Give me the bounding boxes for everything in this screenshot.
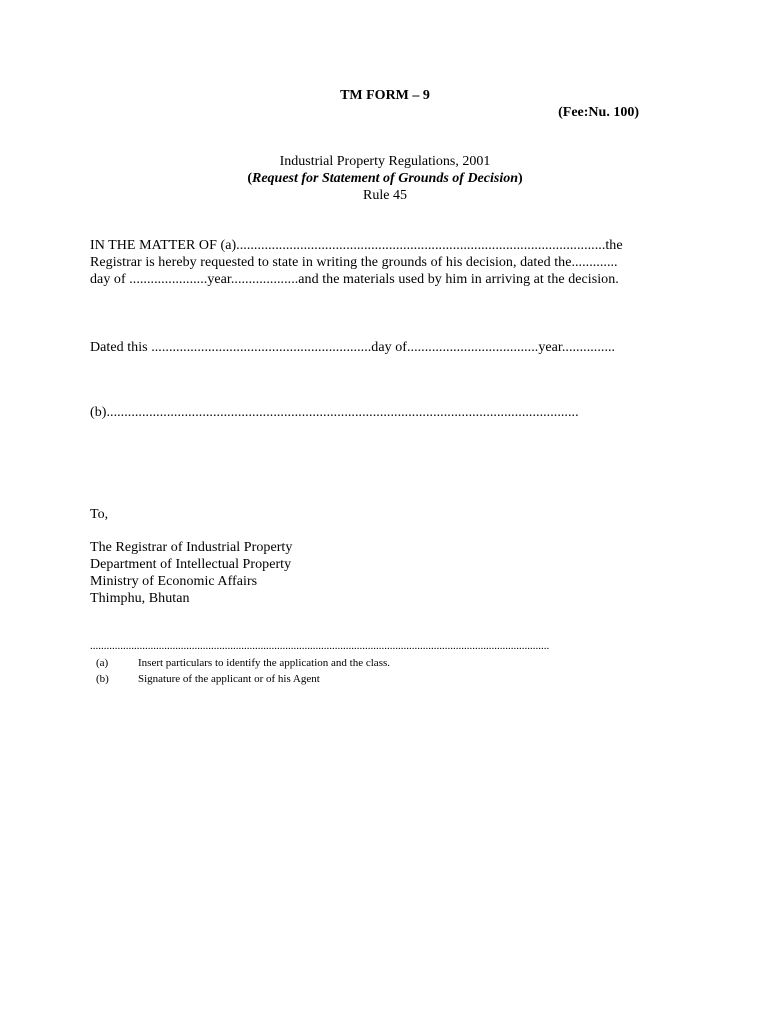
footnote-a [96,657,390,669]
footnote-b-text: Signature of the applicant or of his Agent [138,673,320,685]
footnote-a-tag: (a) [96,657,109,669]
address-line-2: Department of Intellectual Property [90,557,292,572]
fee-label: (Fee:Nu. 100) [558,105,639,120]
footnote-b [96,673,320,685]
request-open-paren: ( [247,171,252,186]
address-line-1: The Registrar of Industrial Property [90,540,293,555]
form-title: TM FORM – 9 [340,88,430,103]
signature-line: (b)..................................................................................................................................... [90,405,579,420]
address-salutation: To, [90,507,109,522]
regulation-name: Industrial Property Regulations, 2001 [279,154,491,169]
matter-line-2: Registrar is hereby requested to state in writing the grounds of his decision, dated the............. [90,255,618,270]
rule-number: Rule 45 [363,188,407,203]
address-line-3: Ministry of Economic Affairs [90,574,258,589]
matter-line-3: day of ......................year...................and the materials used by him in arriving at the decision. [90,272,619,287]
request-close-paren: ) [518,171,523,186]
matter-line-1: IN THE MATTER OF (a)........................................................................................................the [90,238,623,253]
footnote-separator: ....................................................................................................................................................................... [90,640,550,652]
footnote-a-text: Insert particulars to identify the application and the class. [138,657,391,669]
request-title: Request for Statement of Grounds of Decision [251,171,518,186]
footnote-b-tag: (b) [96,673,109,685]
address-line-4: Thimphu, Bhutan [90,591,190,606]
request-title-line [0,171,770,187]
dated-line: Dated this ..............................................................day of.....................................year............... [90,340,616,355]
